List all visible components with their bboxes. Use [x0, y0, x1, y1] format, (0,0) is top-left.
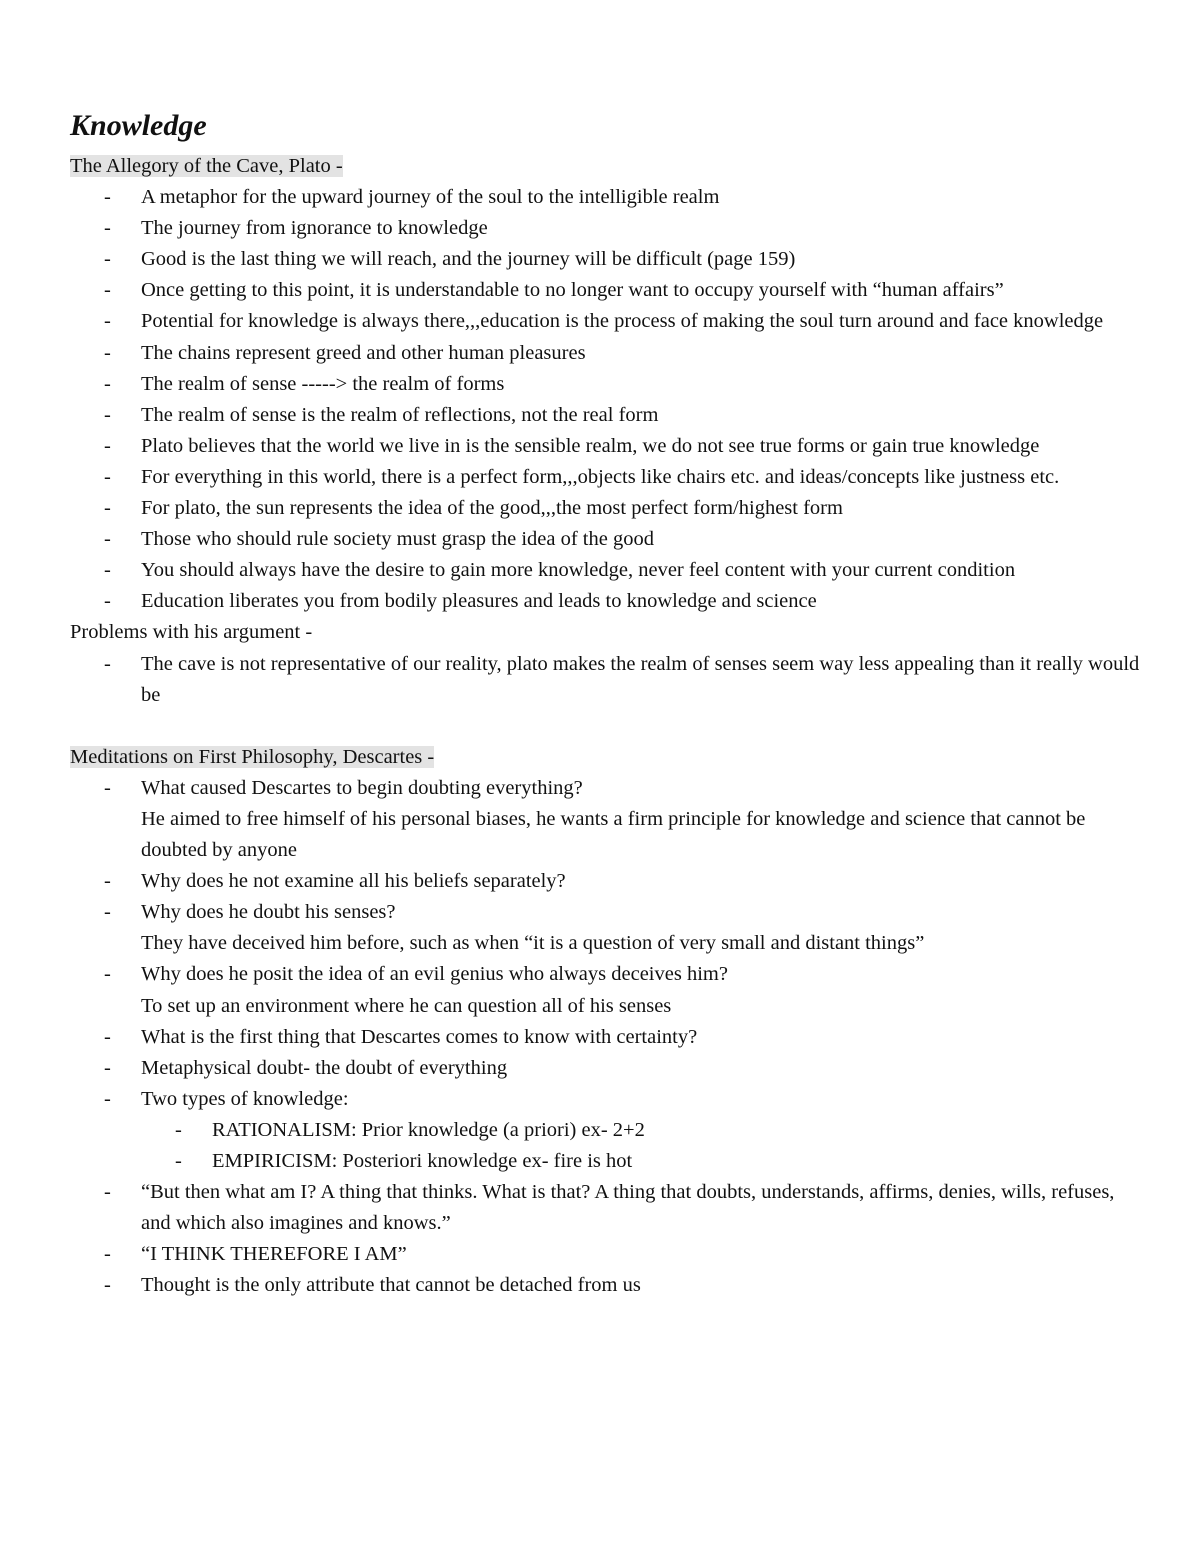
- dash-bullet: -: [104, 1181, 111, 1204]
- heading-highlight: The Allegory of the Cave, Plato -: [70, 155, 343, 177]
- list-item: [70, 213, 1145, 244]
- plato-list: [70, 182, 1145, 617]
- dash-bullet: -: [104, 901, 111, 924]
- dash-bullet: -: [104, 528, 111, 551]
- list-item: [70, 866, 1145, 897]
- list-item: [70, 586, 1145, 617]
- list-item: [70, 959, 1145, 1021]
- section-heading-descartes: [70, 742, 1145, 773]
- dash-bullet: -: [104, 776, 111, 799]
- list-item: [70, 400, 1145, 431]
- dash-bullet: -: [104, 310, 111, 333]
- dash-bullet: -: [104, 217, 111, 240]
- dash-bullet: -: [175, 1150, 182, 1172]
- list-item-text: Plato believes that the world we live in is the sensible realm, we do not see true forms or gain true knowledge: [141, 434, 1040, 457]
- list-item: [70, 1022, 1145, 1053]
- dash-bullet: -: [104, 559, 111, 582]
- list-item-text: Those who should rule society must grasp the idea of the good: [141, 528, 654, 551]
- list-item-answer: To set up an environment where he can question all of his senses: [141, 994, 672, 1017]
- list-item: [70, 462, 1145, 493]
- list-item: [70, 275, 1145, 306]
- dash-bullet: -: [104, 1087, 111, 1110]
- list-item-answer: He aimed to free himself of his personal biases, he wants a firm principle for knowledge and science that cannot be doubted by anyone: [141, 807, 1086, 862]
- sub-list-item-text: EMPIRICISM: Posteriori knowledge ex- fire is hot: [212, 1150, 633, 1172]
- dash-bullet: -: [104, 497, 111, 520]
- list-item: [70, 649, 1145, 711]
- sub-list-item: [70, 1115, 1145, 1146]
- dash-bullet: -: [104, 870, 111, 893]
- list-item-text: The realm of sense -----> the realm of forms: [141, 372, 505, 395]
- list-item-text: For plato, the sun represents the idea of the good,,,the most perfect form/highest form: [141, 497, 843, 520]
- list-item-text: The chains represent greed and other human pleasures: [141, 341, 586, 364]
- list-item-text: What caused Descartes to begin doubting everything?: [141, 776, 583, 799]
- list-item-answer: They have deceived him before, such as when “it is a question of very small and distant things”: [141, 932, 925, 955]
- list-item: [70, 1239, 1145, 1270]
- list-item-text: Why does he not examine all his beliefs separately?: [141, 870, 566, 893]
- section-heading-problems: Problems with his argument -: [70, 621, 313, 644]
- descartes-list: [70, 773, 1145, 1302]
- dash-bullet: -: [104, 341, 111, 364]
- dash-bullet: -: [104, 963, 111, 986]
- section-gap: [70, 711, 1145, 742]
- list-item-text: Two types of knowledge:: [141, 1087, 349, 1110]
- list-item-text: The realm of sense is the realm of reflections, not the real form: [141, 403, 659, 426]
- list-item-text: Why does he doubt his senses?: [141, 901, 396, 924]
- list-item-text: Good is the last thing we will reach, and the journey will be difficult (page 159): [141, 248, 796, 271]
- sub-list: [141, 1115, 1145, 1177]
- sub-list-item: [70, 1146, 1145, 1177]
- document-page: [70, 104, 1145, 1301]
- heading-highlight: Meditations on First Philosophy, Descartes -: [70, 745, 435, 768]
- list-item-text: Why does he posit the idea of an evil genius who always deceives him?: [141, 963, 728, 986]
- dash-bullet: -: [104, 652, 111, 675]
- list-item-text: “But then what am I? A thing that thinks. What is that? A thing that doubts, understands, affirms, denies, wills, refuses, and which also imagines and knows.”: [141, 1181, 1115, 1235]
- list-item-text: For everything in this world, there is a perfect form,,,objects like chairs etc. and ideas/concepts like justness etc.: [141, 465, 1060, 488]
- dash-bullet: -: [104, 186, 111, 209]
- list-item: [70, 306, 1145, 337]
- list-item: [70, 524, 1145, 555]
- list-item: [70, 1270, 1145, 1301]
- dash-bullet: -: [104, 1025, 111, 1048]
- problems-list: [70, 649, 1145, 711]
- list-item: [70, 431, 1145, 462]
- list-item-text: You should always have the desire to gain more knowledge, never feel content with your current condition: [141, 559, 1016, 582]
- list-item: [70, 1084, 1145, 1177]
- list-item: [70, 369, 1145, 400]
- list-item: [70, 897, 1145, 959]
- list-item-text: Education liberates you from bodily pleasures and leads to knowledge and science: [141, 590, 817, 613]
- list-item-text: What is the first thing that Descartes comes to know with certainty?: [141, 1025, 698, 1048]
- list-item-text: Metaphysical doubt- the doubt of everything: [141, 1056, 508, 1079]
- dash-bullet: -: [104, 1056, 111, 1079]
- list-item: [70, 555, 1145, 586]
- dash-bullet: -: [104, 279, 111, 302]
- dash-bullet: -: [104, 248, 111, 271]
- dash-bullet: -: [104, 1274, 111, 1297]
- list-item-text: “I THINK THEREFORE I AM”: [141, 1243, 407, 1266]
- document-title: Knowledge: [70, 109, 207, 142]
- dash-bullet: -: [104, 434, 111, 457]
- list-item: [70, 1053, 1145, 1084]
- list-item-text: The journey from ignorance to knowledge: [141, 217, 488, 240]
- sub-list-item-text: RATIONALISM: Prior knowledge (a priori) ex- 2+2: [212, 1118, 645, 1141]
- section-heading-plato: [70, 151, 1145, 182]
- list-item-text: Thought is the only attribute that cannot be detached from us: [141, 1274, 641, 1297]
- dash-bullet: -: [104, 465, 111, 488]
- dash-bullet: -: [104, 372, 111, 395]
- list-item-text: Once getting to this point, it is understandable to no longer want to occupy yourself with “human affairs”: [141, 279, 1004, 302]
- list-item-text: A metaphor for the upward journey of the soul to the intelligible realm: [141, 186, 720, 209]
- list-item: [70, 1177, 1145, 1239]
- dash-bullet: -: [104, 590, 111, 613]
- dash-bullet: -: [104, 403, 111, 426]
- list-item: [70, 182, 1145, 213]
- list-item: [70, 244, 1145, 275]
- list-item: [70, 493, 1145, 524]
- list-item: [70, 773, 1145, 866]
- list-item-text: Potential for knowledge is always there,,,education is the process of making the soul turn around and face knowledge: [141, 310, 1104, 333]
- dash-bullet: -: [104, 1243, 111, 1266]
- dash-bullet: -: [175, 1118, 182, 1141]
- list-item: [70, 338, 1145, 369]
- list-item-text: The cave is not representative of our reality, plato makes the realm of senses seem way less appealing than it really would be: [141, 652, 1140, 706]
